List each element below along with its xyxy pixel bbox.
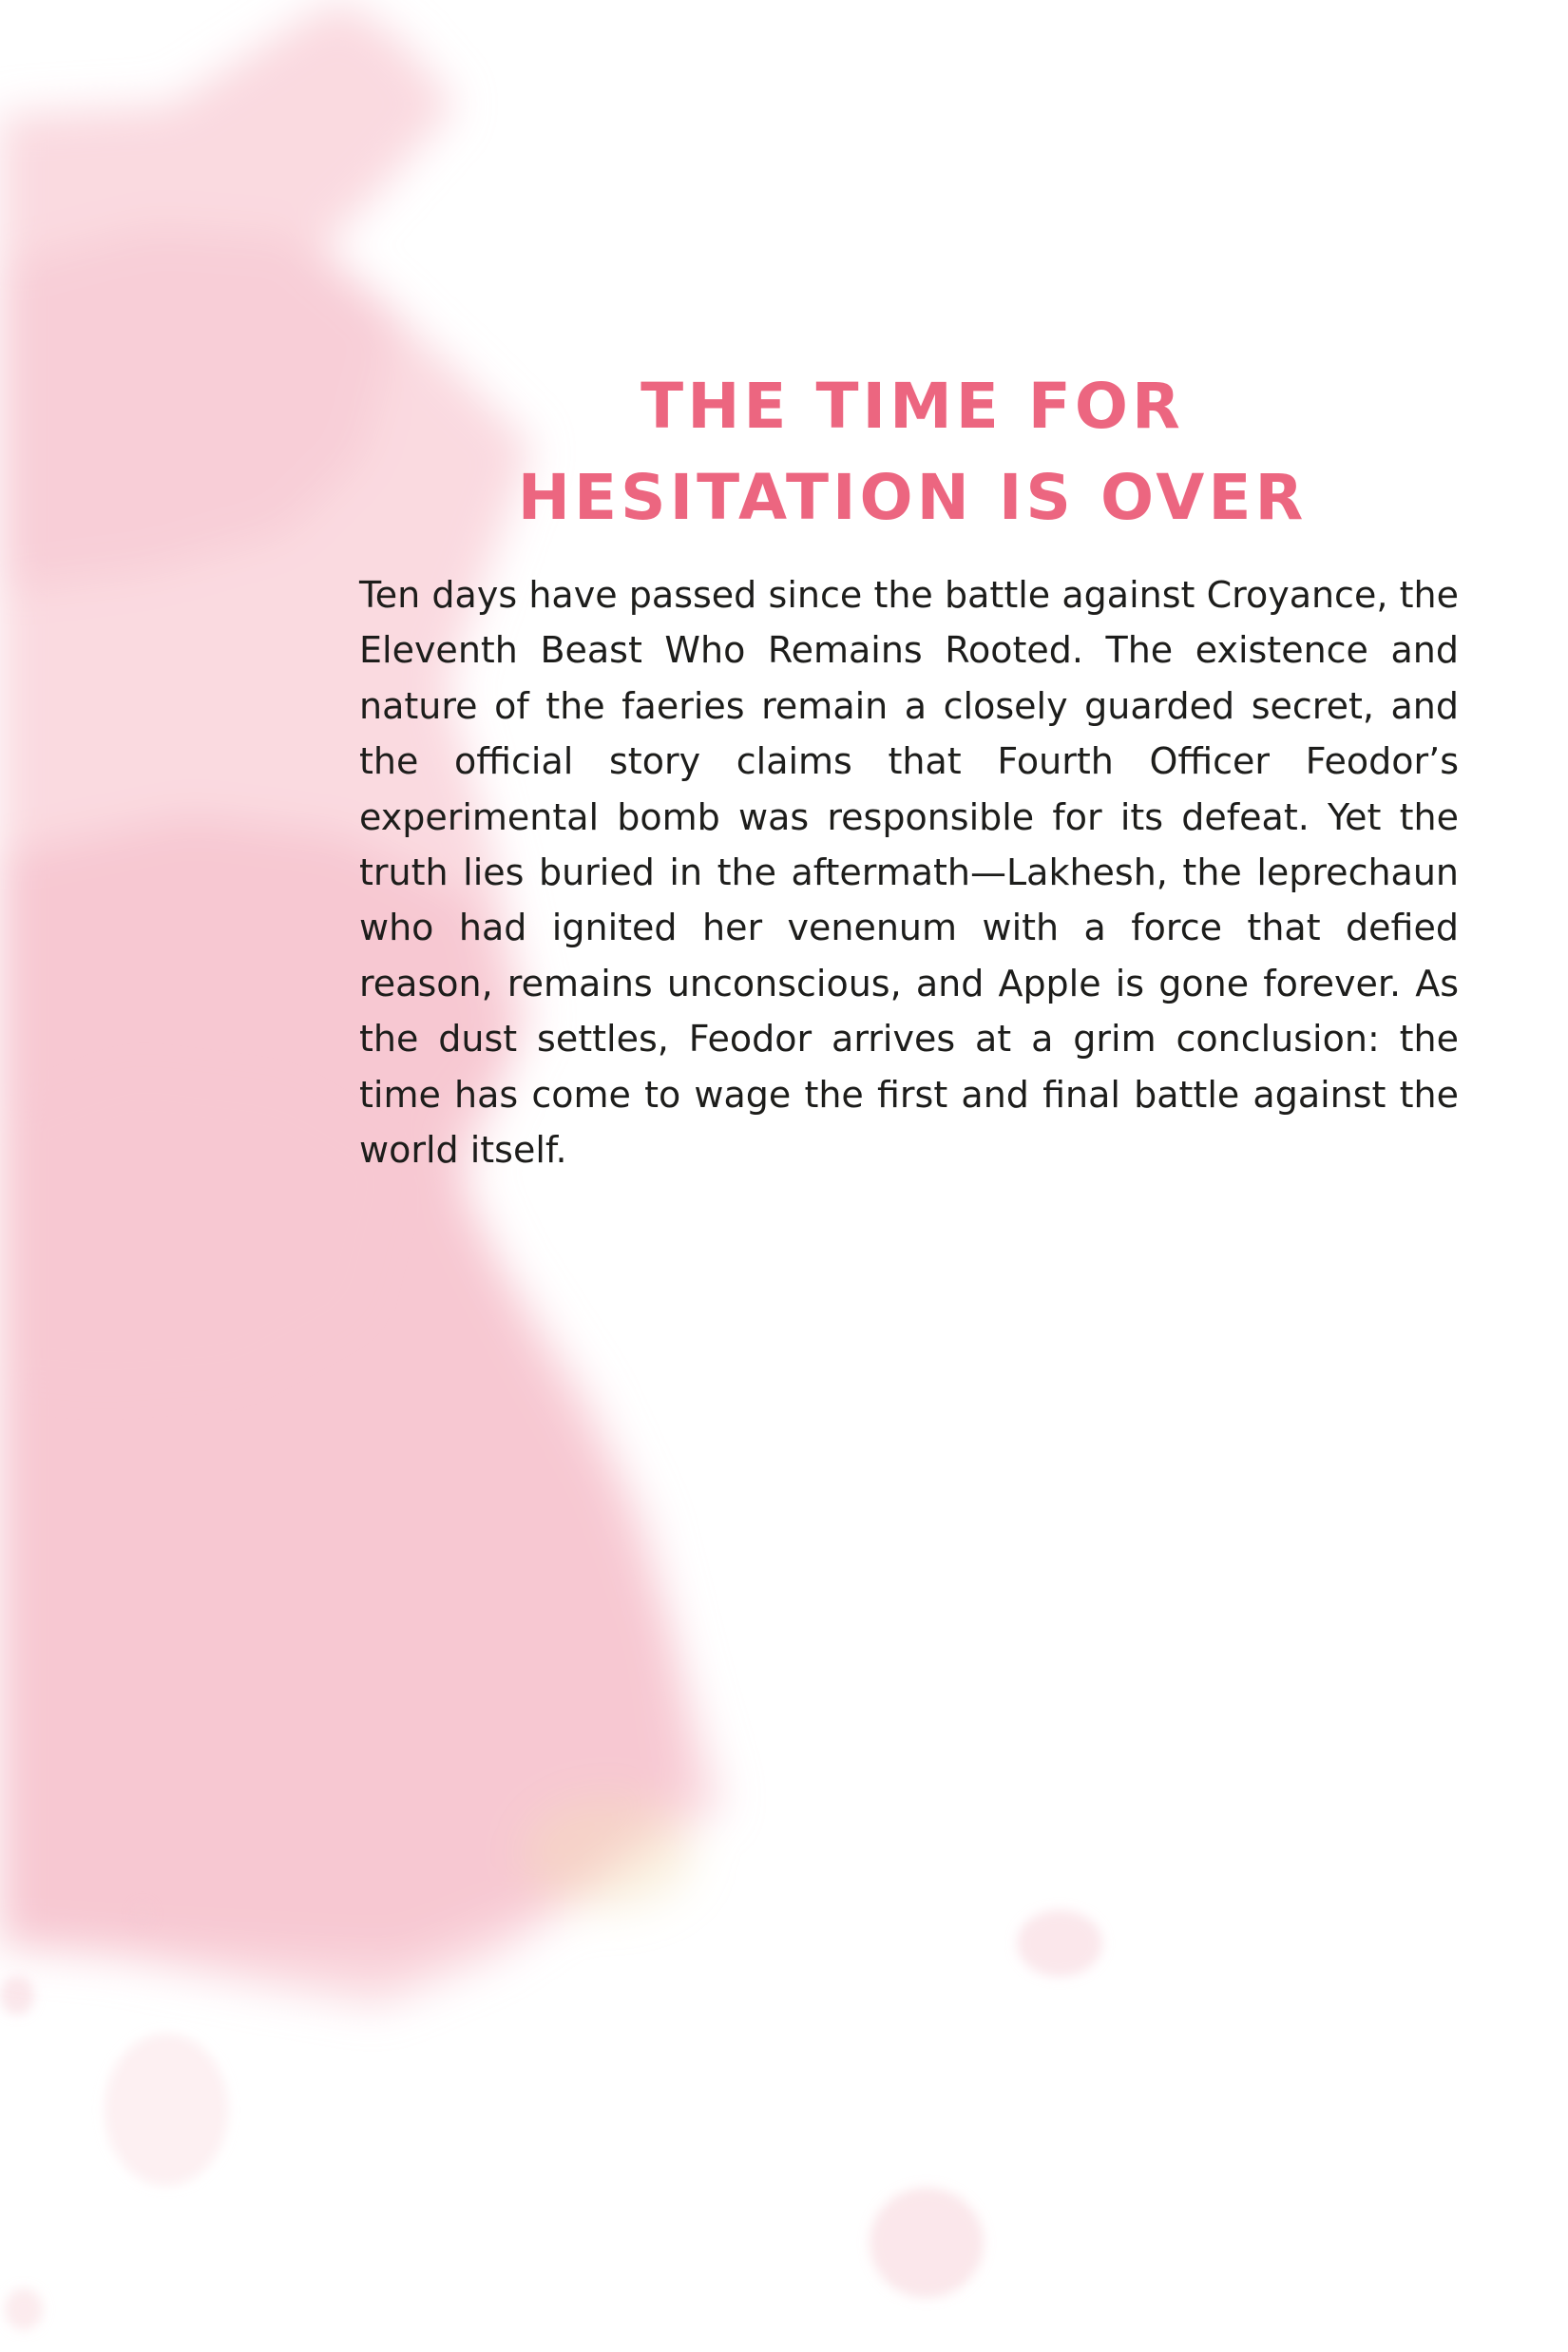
page-title [361, 361, 1463, 544]
title-line-2: HESITATION IS OVER [517, 461, 1308, 534]
synopsis-paragraph: Ten days have passed since the battle against Croyance, the Eleventh Beast Who Remains Rooted. The existence and nature of the faeries remain a closely guarded secret, and the official story claims that Fourth Officer Feodor’s experimental bomb was responsible for its defeat. Yet the truth lies buried in the aftermath—Lakhesh, the leprechaun who had ignited her venenum with a force that defied reason, remains unconscious, and Apple is gone forever. As the dust settles, Feodor arrives at a grim conclusion: the time has come to wage the first and final battle against the world itself. [359, 574, 1459, 1172]
title-line-1: THE TIME FOR [641, 370, 1184, 443]
